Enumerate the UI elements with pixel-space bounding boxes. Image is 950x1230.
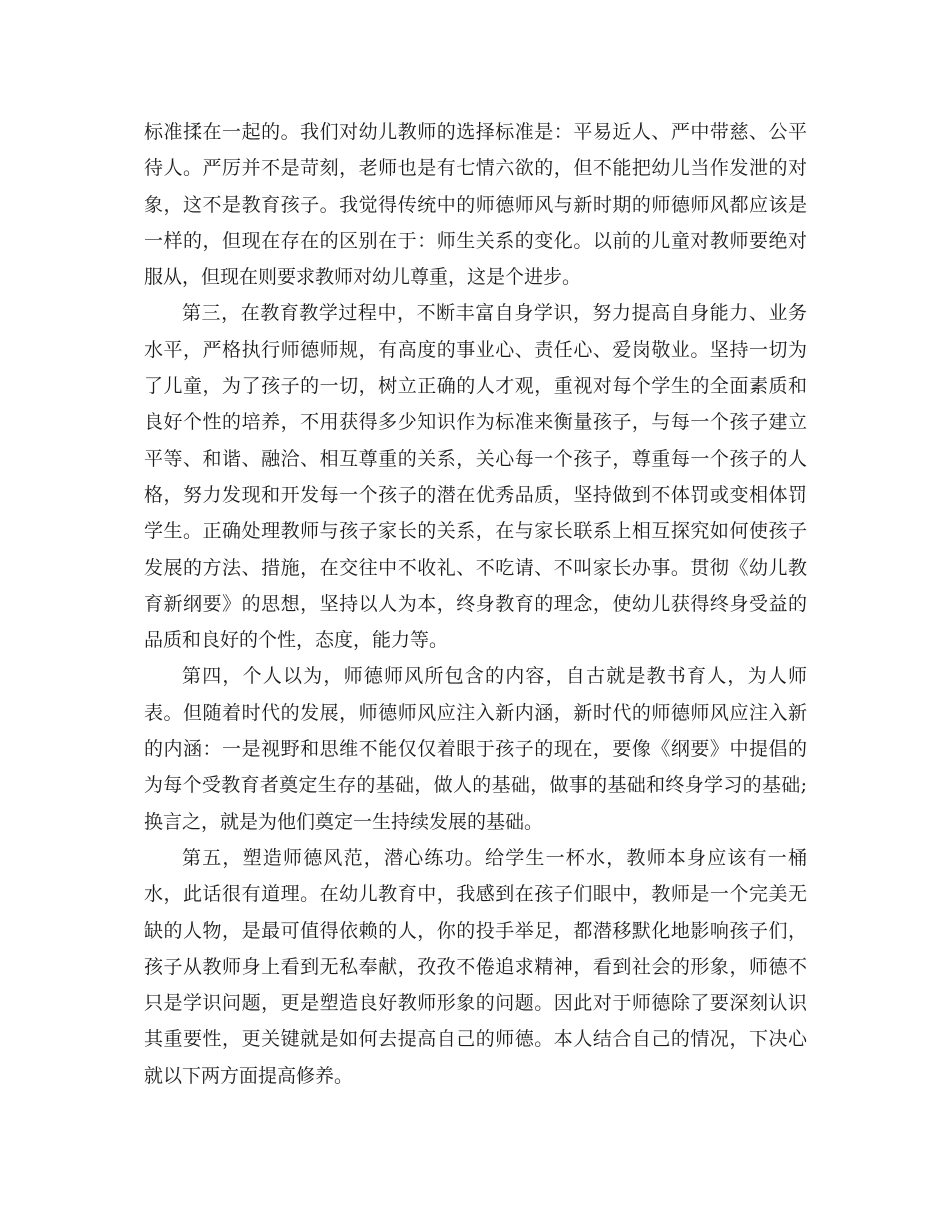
- paragraph-third-point: 第三，在教育教学过程中，不断丰富自身学识，努力提高自身能力、业务水平，严格执行师德师规，有高度的事业心、责任心、爱岗敬业。坚持一切为了儿童，为了孩子的一切，树立正确的人才观，重视对每个学生的全面素质和良好个性的培养，不用获得多少知识作为标准来衡量孩子，与每一个孩子建立平等、和谐、融洽、相互尊重的关系，关心每一个孩子，尊重每一个孩子的人格，努力发现和开发每一个孩子的潜在优秀品质，坚持做到不体罚或变相体罚学生。正确处理教师与孩子家长的关系，在与家长联系上相互探究如何使孩子发展的方法、措施，在交往中不收礼、不吃请、不叫家长办事。贯彻《幼儿教育新纲要》的思想，坚持以人为本，终身教育的理念，使幼儿获得终身受益的品质和良好的个性，态度，能力等。: [144, 302, 807, 652]
- paragraph-fourth-point: 第四，个人以为，师德师风所包含的内容，自古就是教书育人，为人师表。但随着时代的发展，师德师风应注入新内涵，新时代的师德师风应注入新的内涵：一是视野和思维不能仅仅着眼于孩子的现在，要像《纲要》中提倡的为每个受教育者奠定生存的基础，做人的基础，做事的基础和终身学习的基础;换言之，就是为他们奠定一生持续发展的基础。: [144, 665, 807, 833]
- document-body: [144, 114, 807, 1094]
- paragraph-continuation: 标准揉在一起的。我们对幼儿教师的选择标准是：平易近人、严中带慈、公平待人。严厉并不是苛刻，老师也是有七情六欲的，但不能把幼儿当作发泄的对象，这不是教育孩子。我觉得传统中的师德师风与新时期的师德师风都应该是一样的，但现在存在的区别在于：师生关系的变化。以前的儿童对教师要绝对服从，但现在则要求教师对幼儿尊重，这是个进步。: [144, 121, 807, 289]
- paragraph-fifth-point: 第五，塑造师德风范，潜心练功。给学生一杯水，教师本身应该有一桶水，此话很有道理。在幼儿教育中，我感到在孩子们眼中，教师是一个完美无缺的人物，是最可值得依赖的人，你的投手举足，都潜移默化地影响孩子们，孩子从教师身上看到无私奉献，孜孜不倦追求精神，看到社会的形象，师德不只是学识问题，更是塑造良好教师形象的问题。因此对于师德除了要深刻认识其重要性，更关键就是如何去提高自己的师德。本人结合自己的情况，下决心就以下两方面提高修养。: [144, 846, 807, 1087]
